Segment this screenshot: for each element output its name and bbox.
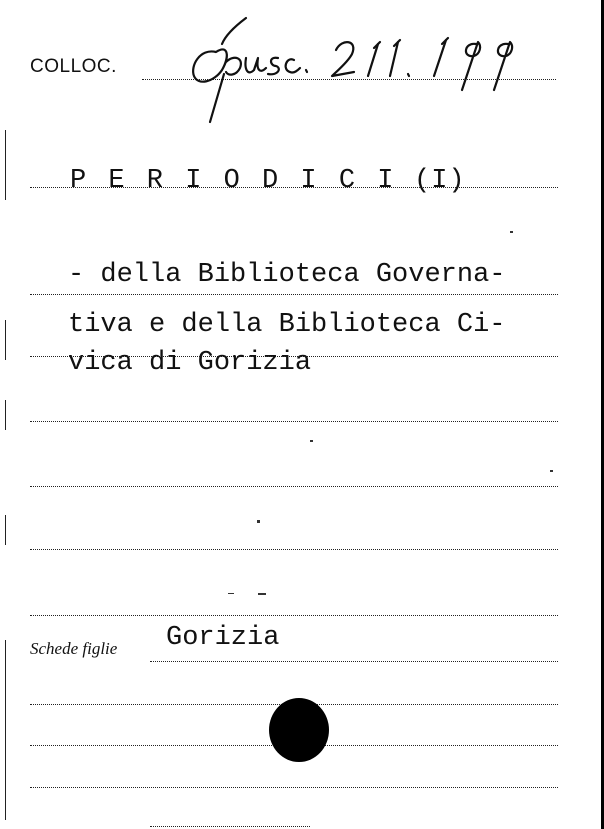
card-heading: P E R I O D I C I [70,166,397,196]
ruled-line [30,421,558,422]
description-line: tiva e della Biblioteca Ci- [68,310,506,340]
card-heading-suffix: (I) [414,166,466,196]
ruled-line [30,615,558,616]
ruled-line [150,826,310,827]
speck [257,520,260,523]
schede-figlie-label: Schede figlie [30,639,118,658]
description-line: vica di Gorizia [68,348,312,378]
colloc-label: COLLOC. [30,56,117,77]
speck [510,231,513,233]
speck [258,593,266,595]
card-left-edge [5,120,6,820]
schede-figlie-value: Gorizia [166,623,280,653]
ruled-line [30,549,558,550]
description-line: - della Biblioteca Governa- [68,260,506,290]
handwritten-shelfmark [186,14,546,126]
ruled-line [30,294,558,295]
punch-hole [269,698,329,762]
schede-rule [150,661,558,662]
ruled-line [30,486,558,487]
speck [550,470,553,472]
speck [310,440,313,442]
ruled-line [30,787,558,788]
speck [228,593,234,594]
